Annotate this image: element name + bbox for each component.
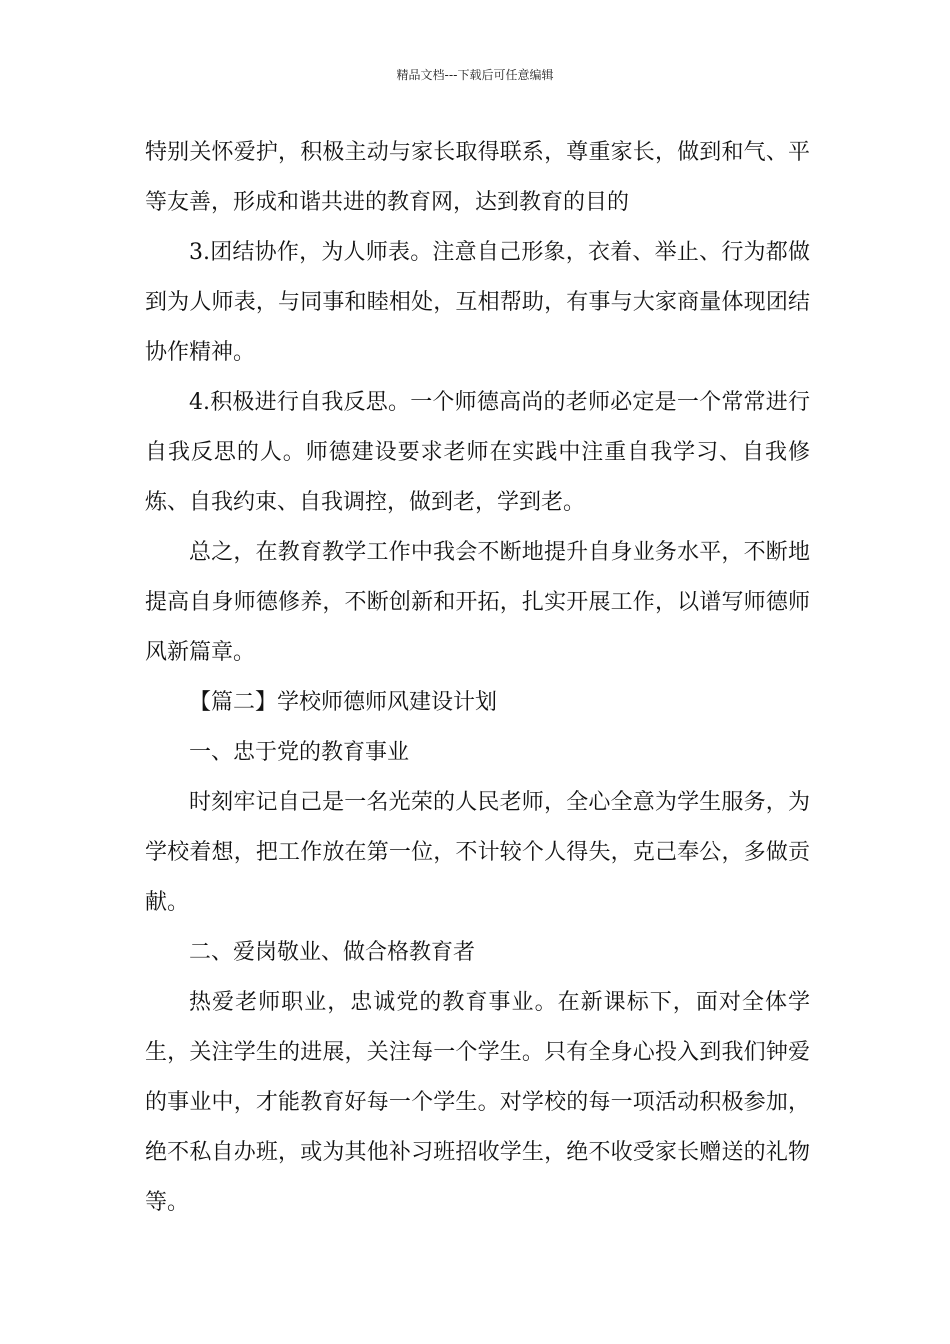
paragraph-5: 时刻牢记自己是一名光荣的人民老师，全心全意为学生服务，为学校着想，把工作放在第一位，不计较个人得失，克己奉公，多做贡献。 xyxy=(145,790,810,915)
page-header: 精品文档---下载后可任意编辑 xyxy=(396,68,554,82)
paragraph-3: 4.积极进行自我反思。一个师德高尚的老师必定是一个常常进行自我反思的人。师德建设要求老师在实践中注重自我学习、自我修炼、自我约束、自我调控，做到老，学到老。 xyxy=(145,390,810,515)
subheading-1: 一、忠于党的教育事业 xyxy=(189,740,410,765)
section-heading: 【篇二】学校师德师风建设计划 xyxy=(189,690,498,715)
subheading-2: 二、爱岗敬业、做合格教育者 xyxy=(189,940,476,965)
paragraph-2: 3.团结协作，为人师表。注意自己形象，衣着、举止、行为都做到为人师表，与同事和睦相处，互相帮助，有事与大家商量体现团结协作精神。 xyxy=(145,240,810,365)
paragraph-4: 总之，在教育教学工作中我会不断地提升自身业务水平，不断地提高自身师德修养，不断创新和开拓，扎实开展工作，以谱写师德师风新篇章。 xyxy=(145,540,810,665)
paragraph-6: 热爱老师职业，忠诚党的教育事业。在新课标下，面对全体学生，关注学生的进展，关注每一个学生。只有全身心投入到我们钟爱的事业中，才能教育好每一个学生。对学校的每一项活动积极参加，绝不私自办班，或为其他补习班招收学生，绝不收受家长赠送的礼物等。 xyxy=(145,990,810,1215)
document-body xyxy=(145,128,810,1228)
paragraph-1: 特别关怀爱护，积极主动与家长取得联系，尊重家长，做到和气、平等友善，形成和谐共进的教育网，达到教育的目的 xyxy=(145,140,810,215)
